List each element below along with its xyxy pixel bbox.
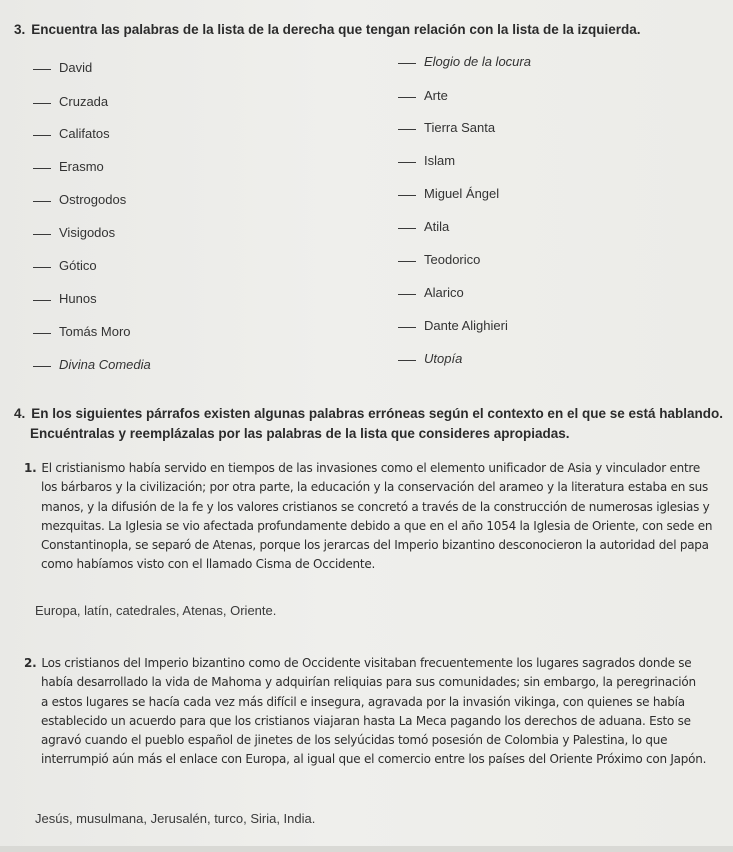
left-item-label: Divina Comedia <box>59 357 151 372</box>
answer-blank[interactable] <box>33 167 51 169</box>
right-item-label: Alarico <box>424 285 464 300</box>
paragraph-2-line: Los cristianos del Imperio bizantino como de Occidente visitaban frecuentemente los lugares sagrados donde se <box>41 656 692 670</box>
left-item-cruzada <box>33 94 108 109</box>
answer-blank[interactable] <box>398 227 416 229</box>
right-item-label: Utopía <box>424 351 463 366</box>
page-bottom-edge <box>0 846 733 852</box>
paragraph-1-line: Constantinopla, se separó de Atenas, porque los jerarcas del Imperio bizantino desconocieron la autoridad del papa <box>41 538 709 553</box>
word-list-1: Europa, latín, catedrales, Atenas, Oriente. <box>35 603 277 618</box>
left-item-label: Gótico <box>59 258 97 273</box>
paragraph-1-line: como habíamos visto con el llamado Cisma de Occidente. <box>41 557 376 572</box>
paragraph-1-line: los bárbaros y la civilización; por otra parte, la educación y la conservación del arameo y la literatura estaba en sus <box>41 480 708 495</box>
right-item-dante <box>398 318 508 333</box>
answer-blank[interactable] <box>33 200 51 202</box>
right-item-label: Miguel Ángel <box>424 186 500 201</box>
left-item-divina-comedia <box>33 357 151 372</box>
question-3-heading <box>14 22 640 37</box>
answer-blank[interactable] <box>33 102 51 104</box>
answer-blank[interactable] <box>33 233 51 235</box>
right-item-utopia <box>398 351 462 366</box>
answer-blank[interactable] <box>398 96 416 98</box>
question-3-number: 3. <box>14 22 26 37</box>
left-item-label: Erasmo <box>59 159 104 174</box>
paragraph-2-line: interrumpió aún más el enlace con Europa, al igual que el comercio entre los países del Oriente Próximo con Japón. <box>41 752 707 767</box>
left-item-david <box>33 60 92 75</box>
left-item-visigodos <box>33 225 115 240</box>
answer-blank[interactable] <box>398 260 416 262</box>
question-3-instruction: Encuentra las palabras de la lista de la derecha que tengan relación con la lista de la izquierda. <box>31 22 641 37</box>
paragraph-2-line: había desarrollado la vida de Mahoma y adquirían reliquias para sus comunidades; sin embargo, la peregrinación <box>41 675 696 690</box>
left-item-ostrogodos <box>33 192 126 207</box>
left-item-label: David <box>59 60 93 75</box>
right-item-label: Elogio de la locura <box>424 54 531 69</box>
answer-blank[interactable] <box>398 161 416 163</box>
answer-blank[interactable] <box>398 326 416 328</box>
paragraph-1 <box>24 459 724 575</box>
answer-blank[interactable] <box>398 128 416 130</box>
right-item-label: Islam <box>424 153 456 168</box>
answer-blank[interactable] <box>398 194 416 196</box>
paragraph-1-number: 1. <box>24 461 37 475</box>
right-item-label: Tierra Santa <box>424 120 496 135</box>
question-4-heading <box>14 404 723 444</box>
paragraph-1-line: mezquitas. La Iglesia se vio afectada profundamente debido a que en el año 1054 la Iglesia de Oriente, con sede en <box>41 518 713 533</box>
paragraph-2-line: a estos lugares se hacía cada vez más difícil e insegura, agravada por la invasión vikinga, con quienes se había <box>41 694 685 709</box>
right-item-teodorico <box>398 252 480 267</box>
left-item-label: Hunos <box>59 291 97 306</box>
left-item-erasmo <box>33 159 104 174</box>
left-item-label: Tomás Moro <box>59 324 131 339</box>
question-4-instruction-line1: En los siguientes párrafos existen algunas palabras erróneas según el contexto en el que se está hablando. <box>31 406 723 421</box>
answer-blank[interactable] <box>33 266 51 268</box>
right-item-atila <box>398 219 449 234</box>
answer-blank[interactable] <box>33 299 51 301</box>
right-item-alarico <box>398 285 464 300</box>
paragraph-1-line: manos, y la difusión de la fe y los valores cristianos se concretó a través de la construcción de numerosas iglesias y <box>41 499 710 514</box>
paragraph-2-line: establecido un acuerdo para que los cristianos viajaran hasta La Meca pagando los derechos de aduana. Esto se <box>41 713 691 728</box>
right-item-label: Arte <box>424 88 448 103</box>
right-item-label: Dante Alighieri <box>424 318 508 333</box>
left-item-hunos <box>33 291 97 306</box>
paragraph-1-line: El cristianismo había servido en tiempos de las invasiones como el elemento unificador de Asia y vinculador entre <box>41 461 700 475</box>
question-4-instruction-line2: Encuéntralas y reemplázalas por las palabras de la lista que consideres apropiadas. <box>30 426 570 441</box>
right-item-label: Teodorico <box>424 252 481 267</box>
left-item-label: Ostrogodos <box>59 192 127 207</box>
right-item-islam <box>398 153 455 168</box>
right-item-arte <box>398 88 448 103</box>
word-list-2: Jesús, musulmana, Jerusalén, turco, Siria, India. <box>35 811 316 826</box>
left-item-tomas-moro <box>33 324 131 339</box>
right-item-tierra-santa <box>398 120 495 135</box>
right-item-elogio <box>398 54 531 69</box>
answer-blank[interactable] <box>33 332 51 334</box>
left-item-califatos <box>33 126 110 141</box>
right-item-label: Atila <box>424 219 450 234</box>
paragraph-2 <box>24 654 724 770</box>
left-item-label: Cruzada <box>59 94 109 109</box>
right-item-miguel-angel <box>398 186 499 201</box>
answer-blank[interactable] <box>33 68 51 70</box>
answer-blank[interactable] <box>398 359 416 361</box>
paragraph-2-line: agravó cuando el pueblo español de jinetes de los selyúcidas tomó posesión de Colombia y Palestina, lo que <box>41 733 668 748</box>
paragraph-2-number: 2. <box>24 656 37 670</box>
question-4-number: 4. <box>14 406 26 421</box>
answer-blank[interactable] <box>398 293 416 295</box>
left-item-label: Califatos <box>59 126 110 141</box>
left-item-gotico <box>33 258 97 273</box>
answer-blank[interactable] <box>398 62 416 64</box>
left-item-label: Visigodos <box>59 225 116 240</box>
answer-blank[interactable] <box>33 134 51 136</box>
answer-blank[interactable] <box>33 365 51 367</box>
